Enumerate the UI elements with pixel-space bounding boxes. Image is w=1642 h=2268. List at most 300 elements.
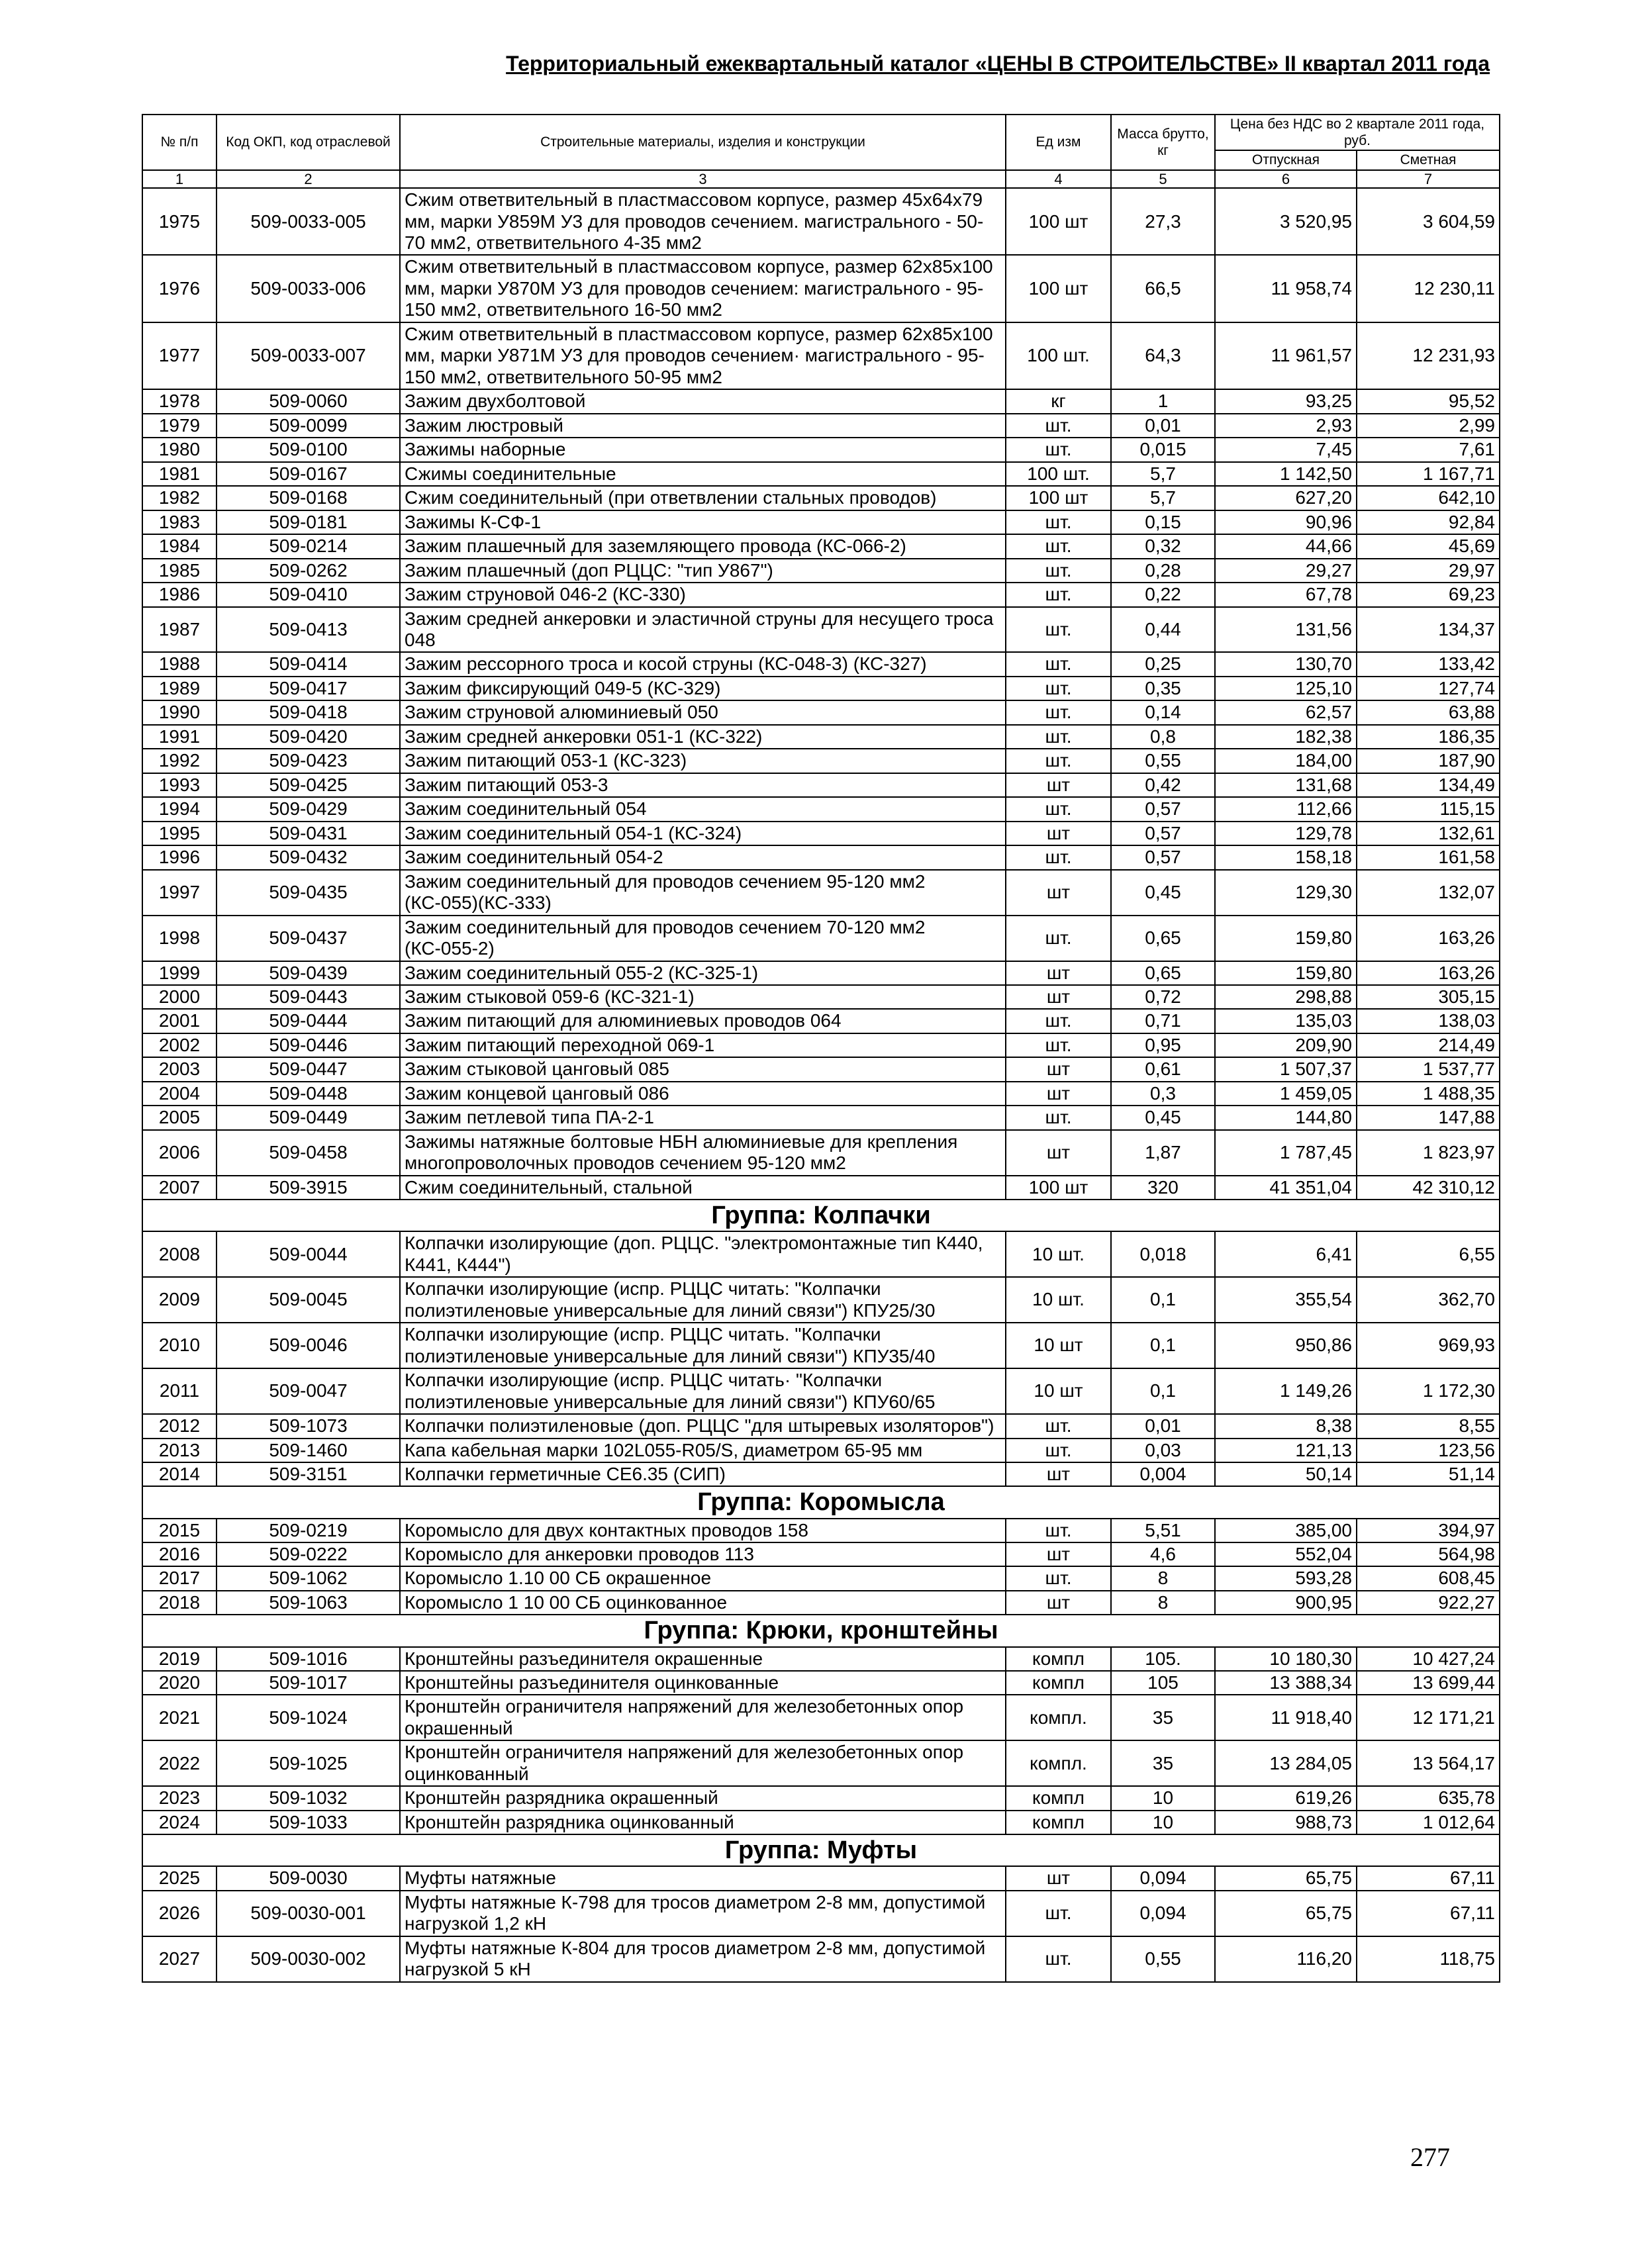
item-mass: 8 bbox=[1111, 1566, 1215, 1590]
row-number: 2025 bbox=[142, 1866, 217, 1890]
item-mass: 0,8 bbox=[1111, 725, 1215, 749]
table-row bbox=[142, 1936, 1500, 1982]
price-estimate: 969,93 bbox=[1357, 1323, 1500, 1368]
price-release: 627,20 bbox=[1215, 486, 1357, 510]
item-mass: 1,87 bbox=[1111, 1130, 1215, 1176]
item-name: Зажим концевой цанговый 086 bbox=[400, 1082, 1006, 1106]
table-row bbox=[142, 961, 1500, 985]
row-number: 2014 bbox=[142, 1462, 217, 1486]
item-code: 509-3915 bbox=[217, 1176, 400, 1200]
table-row bbox=[142, 1439, 1500, 1462]
table-row bbox=[142, 1277, 1500, 1323]
item-name: Кронштейны разъединителя оцинкованные bbox=[400, 1671, 1006, 1695]
row-number: 1995 bbox=[142, 822, 217, 845]
item-code: 509-0222 bbox=[217, 1542, 400, 1566]
col-header-mass: Масса брутто, кг bbox=[1111, 115, 1215, 170]
row-number: 2023 bbox=[142, 1786, 217, 1810]
table-row bbox=[142, 1323, 1500, 1368]
price-estimate: 186,35 bbox=[1357, 725, 1500, 749]
row-number: 2007 bbox=[142, 1176, 217, 1200]
item-unit: компл bbox=[1006, 1647, 1111, 1671]
item-unit: шт. bbox=[1006, 414, 1111, 438]
item-name: Колпачки изолирующие (испр. РЦЦС читать: "Колпачки полиэтиленовые универсальные для линий связи") КПУ25/30 bbox=[400, 1277, 1006, 1323]
table-row bbox=[142, 652, 1500, 676]
item-unit: шт bbox=[1006, 961, 1111, 985]
price-estimate: 10 427,24 bbox=[1357, 1647, 1500, 1671]
item-name: Коромысло 1.10 00 СБ окрашенное bbox=[400, 1566, 1006, 1590]
price-release: 10 180,30 bbox=[1215, 1647, 1357, 1671]
price-estimate: 134,49 bbox=[1357, 773, 1500, 797]
item-mass: 35 bbox=[1111, 1695, 1215, 1740]
item-code: 509-0417 bbox=[217, 677, 400, 700]
item-mass: 0,018 bbox=[1111, 1231, 1215, 1277]
item-code: 509-0444 bbox=[217, 1009, 400, 1033]
item-name: Муфты натяжные К-804 для тросов диаметром 2-8 мм, допустимой нагрузкой 5 кН bbox=[400, 1936, 1006, 1982]
price-release: 1 459,05 bbox=[1215, 1082, 1357, 1106]
item-mass: 0,004 bbox=[1111, 1462, 1215, 1486]
item-name: Сжим ответвительный в пластмассовом корпусе, размер 45х64х79 мм, марки У859М У3 для проводов сечением. магистрального - 50-70 мм2, ответвительного 4-35 мм2 bbox=[400, 188, 1006, 255]
price-estimate: 132,07 bbox=[1357, 870, 1500, 916]
row-number: 1993 bbox=[142, 773, 217, 797]
item-mass: 4,6 bbox=[1111, 1542, 1215, 1566]
price-estimate: 45,69 bbox=[1357, 534, 1500, 558]
item-mass: 0,094 bbox=[1111, 1866, 1215, 1890]
item-mass: 0,55 bbox=[1111, 1936, 1215, 1982]
price-estimate: 118,75 bbox=[1357, 1936, 1500, 1982]
item-name: Сжим соединительный (при ответвлении стальных проводов) bbox=[400, 486, 1006, 510]
row-number: 2008 bbox=[142, 1231, 217, 1277]
group-heading: Группа: Колпачки bbox=[142, 1200, 1500, 1231]
item-mass: 0,45 bbox=[1111, 1106, 1215, 1129]
item-mass: 35 bbox=[1111, 1740, 1215, 1786]
table-row bbox=[142, 797, 1500, 821]
item-code: 509-0262 bbox=[217, 559, 400, 583]
item-name: Капа кабельная марки 102L055-R05/S, диаметром 65-95 мм bbox=[400, 1439, 1006, 1462]
col-header-price-group: Цена без НДС во 2 квартале 2011 года, руб. bbox=[1215, 115, 1500, 150]
item-unit: шт. bbox=[1006, 534, 1111, 558]
table-row bbox=[142, 822, 1500, 845]
item-code: 509-0439 bbox=[217, 961, 400, 985]
row-number: 1992 bbox=[142, 749, 217, 773]
table-row bbox=[142, 700, 1500, 724]
item-mass: 0,3 bbox=[1111, 1082, 1215, 1106]
item-code: 509-1062 bbox=[217, 1566, 400, 1590]
item-unit: шт bbox=[1006, 822, 1111, 845]
price-estimate: 133,42 bbox=[1357, 652, 1500, 676]
price-release: 129,78 bbox=[1215, 822, 1357, 845]
item-code: 509-1017 bbox=[217, 1671, 400, 1695]
item-mass: 66,5 bbox=[1111, 255, 1215, 322]
item-name: Зажим соединительный для проводов сечением 70-120 мм2 (КС-055-2) bbox=[400, 916, 1006, 961]
item-name: Зажим фиксирующий 049-5 (КС-329) bbox=[400, 677, 1006, 700]
item-code: 509-0437 bbox=[217, 916, 400, 961]
item-code: 509-0033-007 bbox=[217, 322, 400, 389]
item-unit: шт. bbox=[1006, 1033, 1111, 1057]
col-number: 7 bbox=[1357, 170, 1500, 189]
row-number: 2009 bbox=[142, 1277, 217, 1323]
item-unit: 100 шт bbox=[1006, 1176, 1111, 1200]
item-name: Зажим средней анкеровки и эластичной струны для несущего троса 048 bbox=[400, 607, 1006, 653]
price-estimate: 922,27 bbox=[1357, 1591, 1500, 1615]
price-estimate: 6,55 bbox=[1357, 1231, 1500, 1277]
table-row bbox=[142, 255, 1500, 322]
item-code: 509-0414 bbox=[217, 652, 400, 676]
item-unit: шт. bbox=[1006, 749, 1111, 773]
table-row bbox=[142, 1695, 1500, 1740]
row-number: 2000 bbox=[142, 985, 217, 1009]
row-number: 2016 bbox=[142, 1542, 217, 1566]
table-row bbox=[142, 559, 1500, 583]
item-unit: шт bbox=[1006, 773, 1111, 797]
item-unit: шт. bbox=[1006, 1106, 1111, 1129]
item-mass: 0,57 bbox=[1111, 797, 1215, 821]
item-unit: шт. bbox=[1006, 700, 1111, 724]
item-name: Зажим двухболтовой bbox=[400, 389, 1006, 413]
item-unit: 10 шт. bbox=[1006, 1277, 1111, 1323]
row-number: 1984 bbox=[142, 534, 217, 558]
row-number: 2005 bbox=[142, 1106, 217, 1129]
table-row bbox=[142, 1519, 1500, 1542]
price-estimate: 115,15 bbox=[1357, 797, 1500, 821]
item-code: 509-0044 bbox=[217, 1231, 400, 1277]
price-release: 11 918,40 bbox=[1215, 1695, 1357, 1740]
row-number: 1985 bbox=[142, 559, 217, 583]
row-number: 1999 bbox=[142, 961, 217, 985]
table-row bbox=[142, 1740, 1500, 1786]
item-code: 509-0030 bbox=[217, 1866, 400, 1890]
item-unit: шт. bbox=[1006, 797, 1111, 821]
row-number: 2026 bbox=[142, 1891, 217, 1936]
table-row bbox=[142, 389, 1500, 413]
item-mass: 0,01 bbox=[1111, 414, 1215, 438]
price-release: 184,00 bbox=[1215, 749, 1357, 773]
price-estimate: 92,84 bbox=[1357, 510, 1500, 534]
row-number: 1986 bbox=[142, 583, 217, 606]
price-release: 131,56 bbox=[1215, 607, 1357, 653]
col-header-name: Строительные материалы, изделия и конструкции bbox=[400, 115, 1006, 170]
item-unit: шт bbox=[1006, 1591, 1111, 1615]
col-header-num: № п/п bbox=[142, 115, 217, 170]
price-release: 298,88 bbox=[1215, 985, 1357, 1009]
price-release: 355,54 bbox=[1215, 1277, 1357, 1323]
table-row bbox=[142, 1009, 1500, 1033]
item-name: Зажим стыковой 059-6 (КС-321-1) bbox=[400, 985, 1006, 1009]
item-mass: 0,14 bbox=[1111, 700, 1215, 724]
price-release: 385,00 bbox=[1215, 1519, 1357, 1542]
item-code: 509-0449 bbox=[217, 1106, 400, 1129]
price-estimate: 1 537,77 bbox=[1357, 1057, 1500, 1081]
item-mass: 64,3 bbox=[1111, 322, 1215, 389]
item-code: 509-0033-006 bbox=[217, 255, 400, 322]
row-number: 1975 bbox=[142, 188, 217, 255]
item-unit: шт. bbox=[1006, 1414, 1111, 1438]
price-release: 50,14 bbox=[1215, 1462, 1357, 1486]
row-number: 2006 bbox=[142, 1130, 217, 1176]
col-number: 3 bbox=[400, 170, 1006, 189]
item-unit: 100 шт. bbox=[1006, 462, 1111, 486]
price-release: 13 388,34 bbox=[1215, 1671, 1357, 1695]
item-code: 509-0447 bbox=[217, 1057, 400, 1081]
item-unit: шт bbox=[1006, 1542, 1111, 1566]
price-estimate: 29,97 bbox=[1357, 559, 1500, 583]
price-estimate: 163,26 bbox=[1357, 961, 1500, 985]
table-row bbox=[142, 725, 1500, 749]
item-unit: шт. bbox=[1006, 1566, 1111, 1590]
item-unit: шт. bbox=[1006, 438, 1111, 461]
price-estimate: 635,78 bbox=[1357, 1786, 1500, 1810]
page-number: 277 bbox=[1410, 2142, 1450, 2172]
col-number: 1 bbox=[142, 170, 217, 189]
item-unit: шт. bbox=[1006, 652, 1111, 676]
price-release: 900,95 bbox=[1215, 1591, 1357, 1615]
item-name: Колпачки изолирующие (испр. РЦЦС читать· "Колпачки полиэтиленовые универсальные для линий связи") КПУ60/65 bbox=[400, 1368, 1006, 1414]
price-estimate: 69,23 bbox=[1357, 583, 1500, 606]
table-row bbox=[142, 462, 1500, 486]
item-mass: 105 bbox=[1111, 1671, 1215, 1695]
item-name: Кронштейн ограничителя напряжений для железобетонных опор оцинкованный bbox=[400, 1740, 1006, 1786]
item-code: 509-1073 bbox=[217, 1414, 400, 1438]
item-unit: шт. bbox=[1006, 1439, 1111, 1462]
item-code: 509-0045 bbox=[217, 1277, 400, 1323]
price-release: 1 149,26 bbox=[1215, 1368, 1357, 1414]
item-code: 509-0099 bbox=[217, 414, 400, 438]
row-number: 1981 bbox=[142, 462, 217, 486]
item-name: Зажим петлевой типа ПА-2-1 bbox=[400, 1106, 1006, 1129]
row-number: 1989 bbox=[142, 677, 217, 700]
item-code: 509-0435 bbox=[217, 870, 400, 916]
col-header-price-estimate: Сметная bbox=[1357, 150, 1500, 169]
item-unit: шт bbox=[1006, 1082, 1111, 1106]
item-code: 509-0060 bbox=[217, 389, 400, 413]
price-release: 158,18 bbox=[1215, 845, 1357, 869]
item-unit: 10 шт. bbox=[1006, 1231, 1111, 1277]
price-release: 6,41 bbox=[1215, 1231, 1357, 1277]
item-name: Колпачки полиэтиленовые (доп. РЦЦС "для штыревых изоляторов") bbox=[400, 1414, 1006, 1438]
price-estimate: 7,61 bbox=[1357, 438, 1500, 461]
group-heading-row bbox=[142, 1486, 1500, 1518]
price-estimate: 3 604,59 bbox=[1357, 188, 1500, 255]
price-release: 593,28 bbox=[1215, 1566, 1357, 1590]
item-unit: шт bbox=[1006, 985, 1111, 1009]
table-row bbox=[142, 1891, 1500, 1936]
item-name: Зажим соединительный для проводов сечением 95-120 мм2 (КС-055)(КС-333) bbox=[400, 870, 1006, 916]
item-code: 509-1016 bbox=[217, 1647, 400, 1671]
table-row bbox=[142, 1811, 1500, 1834]
item-name: Зажимы К-СФ-1 bbox=[400, 510, 1006, 534]
col-header-code: Код ОКП, код отраслевой bbox=[217, 115, 400, 170]
table-row bbox=[142, 677, 1500, 700]
table-row bbox=[142, 1082, 1500, 1106]
item-unit: компл. bbox=[1006, 1740, 1111, 1786]
price-release: 209,90 bbox=[1215, 1033, 1357, 1057]
item-unit: шт. bbox=[1006, 725, 1111, 749]
item-name: Кронштейны разъединителя окрашенные bbox=[400, 1647, 1006, 1671]
item-unit: 100 шт bbox=[1006, 486, 1111, 510]
row-number: 1994 bbox=[142, 797, 217, 821]
item-code: 509-0168 bbox=[217, 486, 400, 510]
row-number: 2004 bbox=[142, 1082, 217, 1106]
table-row bbox=[142, 438, 1500, 461]
item-code: 509-0181 bbox=[217, 510, 400, 534]
item-unit: шт bbox=[1006, 1462, 1111, 1486]
item-code: 509-0167 bbox=[217, 462, 400, 486]
item-mass: 0,65 bbox=[1111, 916, 1215, 961]
price-estimate: 138,03 bbox=[1357, 1009, 1500, 1033]
price-release: 131,68 bbox=[1215, 773, 1357, 797]
table-row bbox=[142, 510, 1500, 534]
table-row bbox=[142, 1591, 1500, 1615]
item-mass: 0,25 bbox=[1111, 652, 1215, 676]
item-mass: 10 bbox=[1111, 1811, 1215, 1834]
item-mass: 320 bbox=[1111, 1176, 1215, 1200]
item-mass: 0,22 bbox=[1111, 583, 1215, 606]
price-release: 130,70 bbox=[1215, 652, 1357, 676]
row-number: 2020 bbox=[142, 1671, 217, 1695]
item-name: Сжимы соединительные bbox=[400, 462, 1006, 486]
price-release: 8,38 bbox=[1215, 1414, 1357, 1438]
price-release: 950,86 bbox=[1215, 1323, 1357, 1368]
table-row bbox=[142, 749, 1500, 773]
price-release: 41 351,04 bbox=[1215, 1176, 1357, 1200]
price-estimate: 13 699,44 bbox=[1357, 1671, 1500, 1695]
price-estimate: 305,15 bbox=[1357, 985, 1500, 1009]
group-heading-row bbox=[142, 1615, 1500, 1646]
item-unit: шт. bbox=[1006, 1891, 1111, 1936]
item-name: Зажимы натяжные болтовые НБН алюминиевые для крепления многопроволочных проводов сечением 95-120 мм2 bbox=[400, 1130, 1006, 1176]
price-release: 112,66 bbox=[1215, 797, 1357, 821]
row-number: 2022 bbox=[142, 1740, 217, 1786]
item-code: 509-0431 bbox=[217, 822, 400, 845]
item-code: 509-1024 bbox=[217, 1695, 400, 1740]
col-number: 4 bbox=[1006, 170, 1111, 189]
row-number: 2024 bbox=[142, 1811, 217, 1834]
price-release: 1 507,37 bbox=[1215, 1057, 1357, 1081]
price-estimate: 1 012,64 bbox=[1357, 1811, 1500, 1834]
price-estimate: 564,98 bbox=[1357, 1542, 1500, 1566]
item-name: Коромысло для двух контактных проводов 158 bbox=[400, 1519, 1006, 1542]
item-name: Зажим плашечный для заземляющего провода (КС-066-2) bbox=[400, 534, 1006, 558]
price-estimate: 127,74 bbox=[1357, 677, 1500, 700]
price-release: 65,75 bbox=[1215, 1891, 1357, 1936]
item-unit: 10 шт bbox=[1006, 1323, 1111, 1368]
row-number: 2013 bbox=[142, 1439, 217, 1462]
item-name: Зажим соединительный 054 bbox=[400, 797, 1006, 821]
table-row bbox=[142, 1566, 1500, 1590]
table-row bbox=[142, 870, 1500, 916]
item-unit: компл. bbox=[1006, 1695, 1111, 1740]
column-numbers-row bbox=[142, 170, 1500, 189]
item-name: Зажим питающий 053-1 (КС-323) bbox=[400, 749, 1006, 773]
item-unit: шт. bbox=[1006, 916, 1111, 961]
row-number: 2015 bbox=[142, 1519, 217, 1542]
price-release: 1 787,45 bbox=[1215, 1130, 1357, 1176]
price-release: 116,20 bbox=[1215, 1936, 1357, 1982]
item-code: 509-0410 bbox=[217, 583, 400, 606]
item-mass: 0,15 bbox=[1111, 510, 1215, 534]
item-unit: 10 шт bbox=[1006, 1368, 1111, 1414]
item-mass: 0,45 bbox=[1111, 870, 1215, 916]
price-estimate: 163,26 bbox=[1357, 916, 1500, 961]
row-number: 2012 bbox=[142, 1414, 217, 1438]
item-mass: 5,7 bbox=[1111, 462, 1215, 486]
item-name: Зажимы наборные bbox=[400, 438, 1006, 461]
item-mass: 0,55 bbox=[1111, 749, 1215, 773]
row-number: 1997 bbox=[142, 870, 217, 916]
table-row bbox=[142, 1866, 1500, 1890]
item-code: 509-0046 bbox=[217, 1323, 400, 1368]
item-name: Зажим соединительный 055-2 (КС-325-1) bbox=[400, 961, 1006, 985]
item-code: 509-1025 bbox=[217, 1740, 400, 1786]
price-estimate: 8,55 bbox=[1357, 1414, 1500, 1438]
price-release: 988,73 bbox=[1215, 1811, 1357, 1834]
item-mass: 0,57 bbox=[1111, 822, 1215, 845]
price-release: 93,25 bbox=[1215, 389, 1357, 413]
item-name: Зажим струновой алюминиевый 050 bbox=[400, 700, 1006, 724]
item-code: 509-0425 bbox=[217, 773, 400, 797]
table-row bbox=[142, 1414, 1500, 1438]
item-unit: шт. bbox=[1006, 845, 1111, 869]
item-code: 509-0047 bbox=[217, 1368, 400, 1414]
row-number: 2003 bbox=[142, 1057, 217, 1081]
price-release: 1 142,50 bbox=[1215, 462, 1357, 486]
price-estimate: 13 564,17 bbox=[1357, 1740, 1500, 1786]
item-code: 509-0432 bbox=[217, 845, 400, 869]
price-estimate: 2,99 bbox=[1357, 414, 1500, 438]
price-release: 159,80 bbox=[1215, 916, 1357, 961]
price-table bbox=[142, 114, 1500, 1983]
table-row bbox=[142, 1033, 1500, 1057]
row-number: 1991 bbox=[142, 725, 217, 749]
item-mass: 0,35 bbox=[1111, 677, 1215, 700]
group-heading: Группа: Муфты bbox=[142, 1834, 1500, 1866]
item-mass: 0,57 bbox=[1111, 845, 1215, 869]
item-code: 509-0214 bbox=[217, 534, 400, 558]
table-row bbox=[142, 1786, 1500, 1810]
price-release: 182,38 bbox=[1215, 725, 1357, 749]
item-name: Зажим люстровый bbox=[400, 414, 1006, 438]
item-mass: 0,1 bbox=[1111, 1368, 1215, 1414]
table-row bbox=[142, 1106, 1500, 1129]
row-number: 1976 bbox=[142, 255, 217, 322]
price-estimate: 147,88 bbox=[1357, 1106, 1500, 1129]
item-mass: 10 bbox=[1111, 1786, 1215, 1810]
table-row bbox=[142, 1057, 1500, 1081]
item-code: 509-0420 bbox=[217, 725, 400, 749]
item-code: 509-0100 bbox=[217, 438, 400, 461]
row-number: 1978 bbox=[142, 389, 217, 413]
item-name: Кронштейн разрядника оцинкованный bbox=[400, 1811, 1006, 1834]
price-estimate: 1 172,30 bbox=[1357, 1368, 1500, 1414]
item-code: 509-0429 bbox=[217, 797, 400, 821]
item-unit: шт. bbox=[1006, 510, 1111, 534]
item-name: Зажим струновой 046-2 (КС-330) bbox=[400, 583, 1006, 606]
row-number: 2017 bbox=[142, 1566, 217, 1590]
item-code: 509-3151 bbox=[217, 1462, 400, 1486]
price-release: 44,66 bbox=[1215, 534, 1357, 558]
item-unit: кг bbox=[1006, 389, 1111, 413]
price-estimate: 42 310,12 bbox=[1357, 1176, 1500, 1200]
table-row bbox=[142, 414, 1500, 438]
item-code: 509-0448 bbox=[217, 1082, 400, 1106]
item-code: 509-1063 bbox=[217, 1591, 400, 1615]
price-release: 129,30 bbox=[1215, 870, 1357, 916]
item-name: Сжим ответвительный в пластмассовом корпусе, размер 62х85х100 мм, марки У870М У3 для проводов сечением: магистрального - 95-150 мм2, ответвительного 16-50 мм2 bbox=[400, 255, 1006, 322]
item-unit: шт. bbox=[1006, 559, 1111, 583]
price-release: 619,26 bbox=[1215, 1786, 1357, 1810]
price-estimate: 1 488,35 bbox=[1357, 1082, 1500, 1106]
table-row bbox=[142, 1542, 1500, 1566]
price-estimate: 12 231,93 bbox=[1357, 322, 1500, 389]
